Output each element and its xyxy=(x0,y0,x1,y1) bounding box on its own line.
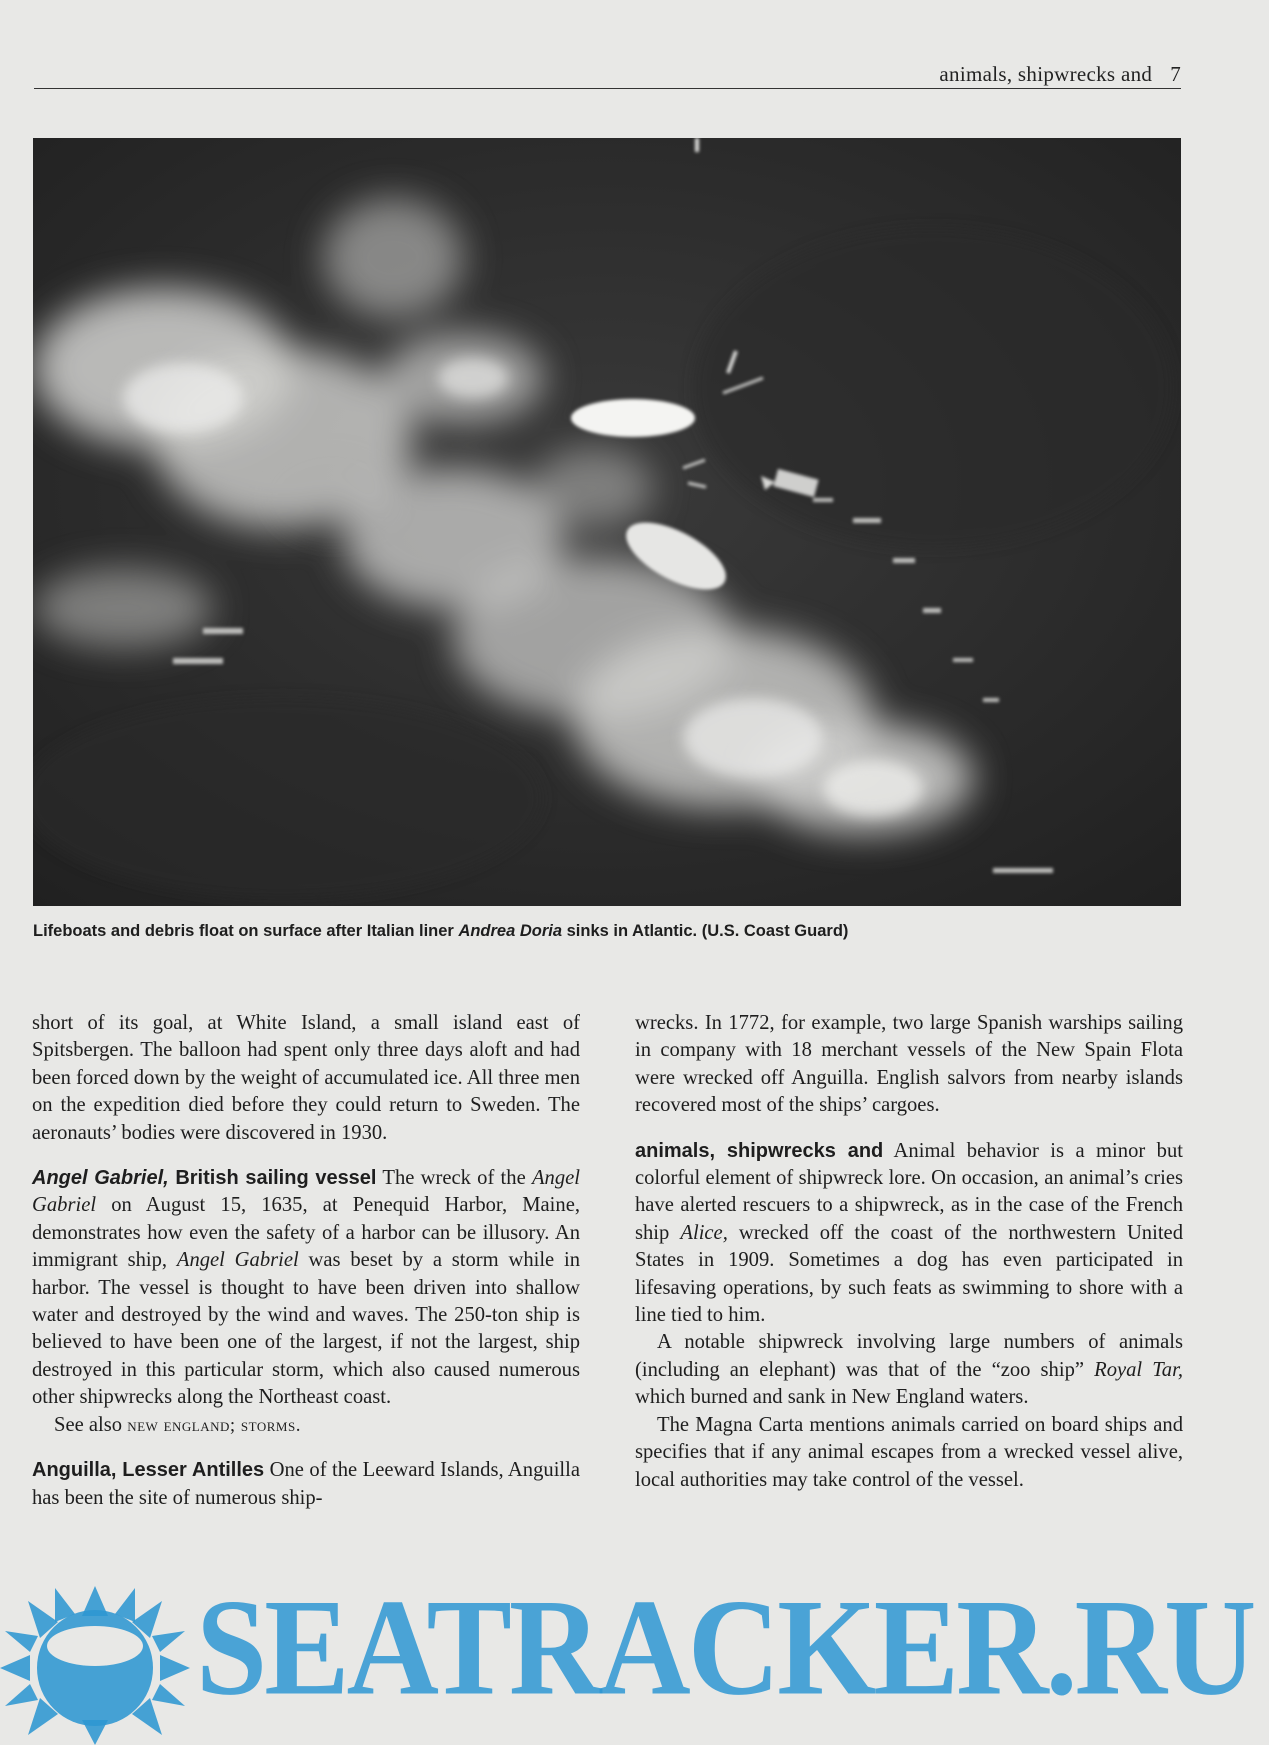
photo-caption xyxy=(33,922,1183,941)
paragraph-gap xyxy=(635,1120,1183,1138)
magna-carta-paragraph: The Magna Carta mentions animals carried on board ships and specifies that if any animal escapes from a wrecked vessel alive, local authorities may take control of the vessel. xyxy=(635,1413,1183,1491)
entry-anguilla xyxy=(32,1457,580,1512)
ship-name: Angel Gabriel xyxy=(32,1167,581,1217)
entry-head-angel-gabriel xyxy=(32,1167,377,1189)
aerial-photo xyxy=(33,138,1181,906)
caption-ship-name: Andrea Doria xyxy=(458,922,563,940)
ship-name: Angel Gabriel xyxy=(176,1249,299,1272)
anguilla-continued: wrecks. In 1772, for example, two large Spanish warships sailing in company with 18 merchant vessels of the New Spain Flota were wrecked off Anguilla. English salvors from nearby islands recovered most of the ships’ cargoes. xyxy=(635,1012,1183,1117)
entry-text: wrecked off the coast of the northwestern United States in 1909. Sometimes a dog has even participated in lifesaving operations, by such feats as swimming to shore with a line tied to him. xyxy=(635,1221,1183,1327)
entry-text: The wreck of the xyxy=(376,1167,532,1190)
paragraph-gap xyxy=(32,1439,580,1457)
caption-text-end: sinks in Atlantic. (U.S. Coast Guard) xyxy=(562,922,849,940)
balloon-paragraph: short of its goal, at White Island, a small island east of Spitsbergen. The balloon had spent only three days aloft and had been forced down by the weight of accumulated ice. All three men on the expedition died before they could return to Sweden. The aeronauts’ bodies were discovered in 1930. xyxy=(32,1012,580,1144)
see-also-prefix: See also xyxy=(54,1413,128,1436)
left-column xyxy=(32,1010,580,1512)
entry-text: which burned and sank in New England waters. xyxy=(635,1386,1029,1409)
entry-text: A notable shipwreck involving large numbers of animals (including an elephant) was that of the “zoo ship” xyxy=(635,1331,1183,1381)
see-also-refs: new england; storms. xyxy=(127,1414,301,1436)
page-number: 7 xyxy=(1170,62,1181,86)
entry-head-ship-name: Angel Gabriel, xyxy=(32,1167,169,1190)
entry-head-desc: British sailing vessel xyxy=(168,1167,377,1190)
caption-text-start: Lifeboats and debris float on surface after Italian liner xyxy=(33,922,459,940)
watermark-text: SEATRACKER.RU xyxy=(196,1570,1254,1724)
entry-text: Animal behavior is a minor but colorful element of shipwreck lore. On occasion, an animal’s cries have alerted rescuers to a shipwreck, as in the case of the French ship xyxy=(635,1139,1183,1244)
page-header xyxy=(34,58,1181,89)
entry-head-animals: animals, shipwrecks and xyxy=(635,1139,884,1162)
entry-text: on August 15, 1635, at Penequid Harbor, Maine, demonstrates how even the safety of a harbor can be illusory. An immigrant ship, xyxy=(32,1194,580,1272)
entry-text: was beset by a storm while in harbor. The vessel is thought to have been driven into shallow water and destroyed by the wind and waves. The 250-ton ship is believed to have been one of the largest, if not the largest, ship destroyed in this particular storm, which also caused numerous other shipwrecks along the Northeast coast. xyxy=(32,1249,581,1409)
right-column xyxy=(635,1010,1183,1494)
entry-angel-gabriel xyxy=(32,1165,580,1412)
photo-lifeboats-debris-icon xyxy=(33,138,1181,906)
running-head-title: animals, shipwrecks and xyxy=(939,62,1153,86)
see-also xyxy=(32,1412,580,1439)
ship-name: Alice, xyxy=(680,1221,728,1244)
running-head xyxy=(939,62,1181,87)
entry-text: One of the Leeward Islands, Anguilla has been the site of numerous ship- xyxy=(32,1459,580,1509)
ship-name: Royal Tar, xyxy=(1094,1358,1183,1381)
entry-head-anguilla: Anguilla, Lesser Antilles xyxy=(32,1459,265,1482)
entry-animals xyxy=(635,1138,1183,1330)
royal-tar-paragraph xyxy=(635,1329,1183,1411)
paragraph-gap xyxy=(32,1147,580,1165)
